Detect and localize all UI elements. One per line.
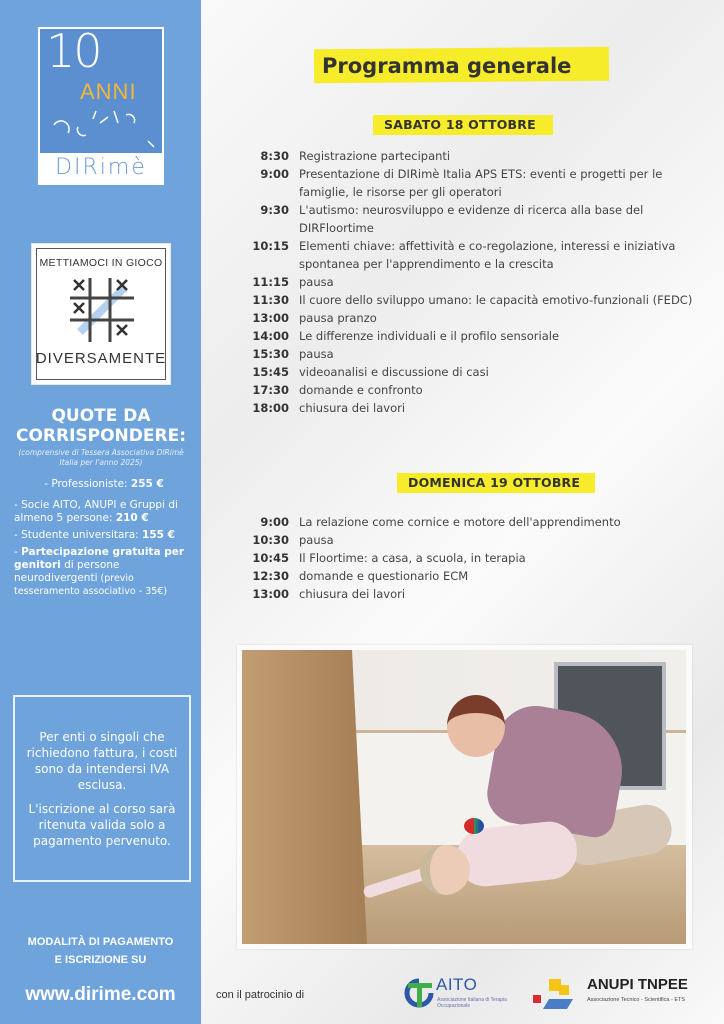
schedule-row [251,585,711,603]
schedule-row [251,327,711,345]
logo-gioco-top-text: METTIAMOCI IN GIOCO [39,257,163,269]
schedule-row [251,237,711,273]
session-time: 9:30 [260,203,289,217]
session-time: 11:15 [252,275,289,289]
quote-item-price: 155 € [142,529,175,541]
session-description: domande e confronto [299,383,423,397]
schedule-row [251,309,711,327]
session-time: 8:30 [260,149,289,163]
quote-item-price: 255 € [130,478,164,490]
session-description: L'autismo: neurosviluppo e evidenze di ricerca alla base del DIRFloortime [299,203,644,235]
session-description: Registrazione partecipanti [299,149,451,163]
aito-mark-icon [404,977,434,1009]
aito-logo [404,973,514,1017]
session-description: chiusura dei lavori [299,587,406,601]
payment-title-line: MODALITÀ DI PAGAMENTO [27,936,174,948]
puzzle-pieces-icon [531,977,583,1009]
session-description: pausa [299,347,334,361]
session-time: 10:30 [252,533,289,547]
schedule-row [251,399,711,417]
mother-child-photo [242,650,686,944]
quote-item [14,499,194,525]
schedule-row [251,273,711,291]
quote-item [14,478,194,491]
session-time: 9:00 [260,167,289,181]
invoice-note-box [13,695,191,882]
quote-item-note: (previo tesseramento associativo - 35€) [14,573,168,597]
quote-item-label: - Socie AITO, ANUPI e Gruppi di almeno 5 persone: [14,499,178,524]
session-description: pausa pranzo [299,311,377,325]
logo-anni: ANNI [80,79,137,104]
logo-decoration-icon [48,109,158,153]
schedule-sunday [251,513,711,603]
session-time: 12:30 [252,569,289,583]
schedule-row [251,201,711,237]
session-time: 13:00 [252,587,289,601]
schedule-row [251,147,711,165]
payment-title-line: E ISCRIZIONE SU [54,954,147,966]
mettiamoci-in-gioco-logo [31,243,171,385]
session-description: chiusura dei lavori [299,401,406,415]
quote-list [8,478,194,598]
schedule-row [251,345,711,363]
session-time: 11:30 [252,293,289,307]
main-content [201,0,724,1024]
registration-note: L'iscrizione al corso sarà ritenuta valida solo a pagamento pervenuto. [28,801,176,848]
page-title: Programma generale [322,54,572,78]
session-time: 9:00 [260,515,289,529]
sidebar [0,0,201,1024]
schedule-row [251,363,711,381]
quote-title: QUOTE DA CORRISPONDERE: [15,406,187,446]
schedule-saturday [251,147,711,417]
schedule-row [251,567,711,585]
session-time: 13:00 [252,311,289,325]
aito-name: AITO [436,975,478,994]
logo-number: 10 [46,24,101,78]
session-description: Il Floortime: a casa, a scuola, in terapia [299,551,526,565]
schedule-row [251,291,711,309]
aito-subtitle: Associazione Italiana di Terapia Occupazionale [437,997,507,1009]
patronage-label: con il patrocinio di [216,989,305,1001]
quote-item-highlight: Partecipazione gratuita per genitori [14,546,185,571]
tic-tac-toe-icon [62,274,142,346]
schedule-row [251,165,711,201]
session-time: 17:30 [252,383,289,397]
session-description: Le differenze individuali e il profilo sensoriale [299,329,560,343]
anupi-subtitle: Associazione Tecnico - Scientifica - ETS [587,997,686,1003]
session-time: 15:30 [252,347,289,361]
quote-item-label: - [14,546,22,558]
session-description: pausa [299,533,334,547]
schedule-row [251,381,711,399]
session-time: 14:00 [252,329,289,343]
session-time: 10:15 [252,239,289,253]
quote-item-suffix: di persone neurodivergenti [14,559,120,584]
logo-brand: DIRimè [40,153,162,183]
quote-block [8,406,194,602]
quote-item [14,529,194,542]
quote-item-label: - Professioniste: [44,478,131,490]
quote-note: (comprensive di Tessera Associativa DIRimè Italia per l'anno 2025) [18,448,184,467]
session-description: videoanalisi e discussione di casi [299,365,489,379]
day-label-sunday: DOMENICA 19 OTTOBRE [408,475,581,490]
payment-title [0,933,201,969]
quote-item-label: - Studente universitara: [14,529,143,541]
session-time: 18:00 [252,401,289,415]
session-description: domande e questionario ECM [299,569,469,583]
quote-item [14,546,194,598]
session-description: Presentazione di DIRimè Italia APS ETS: eventi e progetti per le famiglie, le risorse per gli operatori [299,167,663,199]
day-label-saturday: SABATO 18 OTTOBRE [384,117,536,132]
session-description: Elementi chiave: affettività e co-regolazione, interessi e iniziativa spontanea per l'apprendimento e la crescita [299,239,676,271]
session-description: La relazione come cornice e motore dell'apprendimento [299,515,621,529]
schedule-row [251,531,711,549]
anupi-name: ANUPI TNPEE [587,976,688,993]
session-description: Il cuore dello sviluppo umano: le capacità emotivo-funzionali (FEDC) [299,293,693,307]
session-description: pausa [299,275,334,289]
website-link[interactable]: www.dirime.com [25,984,176,1005]
dirime-10-anni-logo [38,24,164,185]
schedule-row [251,513,711,531]
invoice-note: Per enti o singoli che richiedono fattura, i costi sono da intendersi IVA esclusa. [26,729,178,792]
logo-gioco-bottom-text: DIVERSAMENTE [35,350,167,367]
photo-frame [237,645,692,949]
session-time: 15:45 [252,365,289,379]
schedule-row [251,549,711,567]
quote-item-price: 210 € [115,512,149,524]
session-time: 10:45 [252,551,289,565]
anupi-logo [531,973,716,1017]
